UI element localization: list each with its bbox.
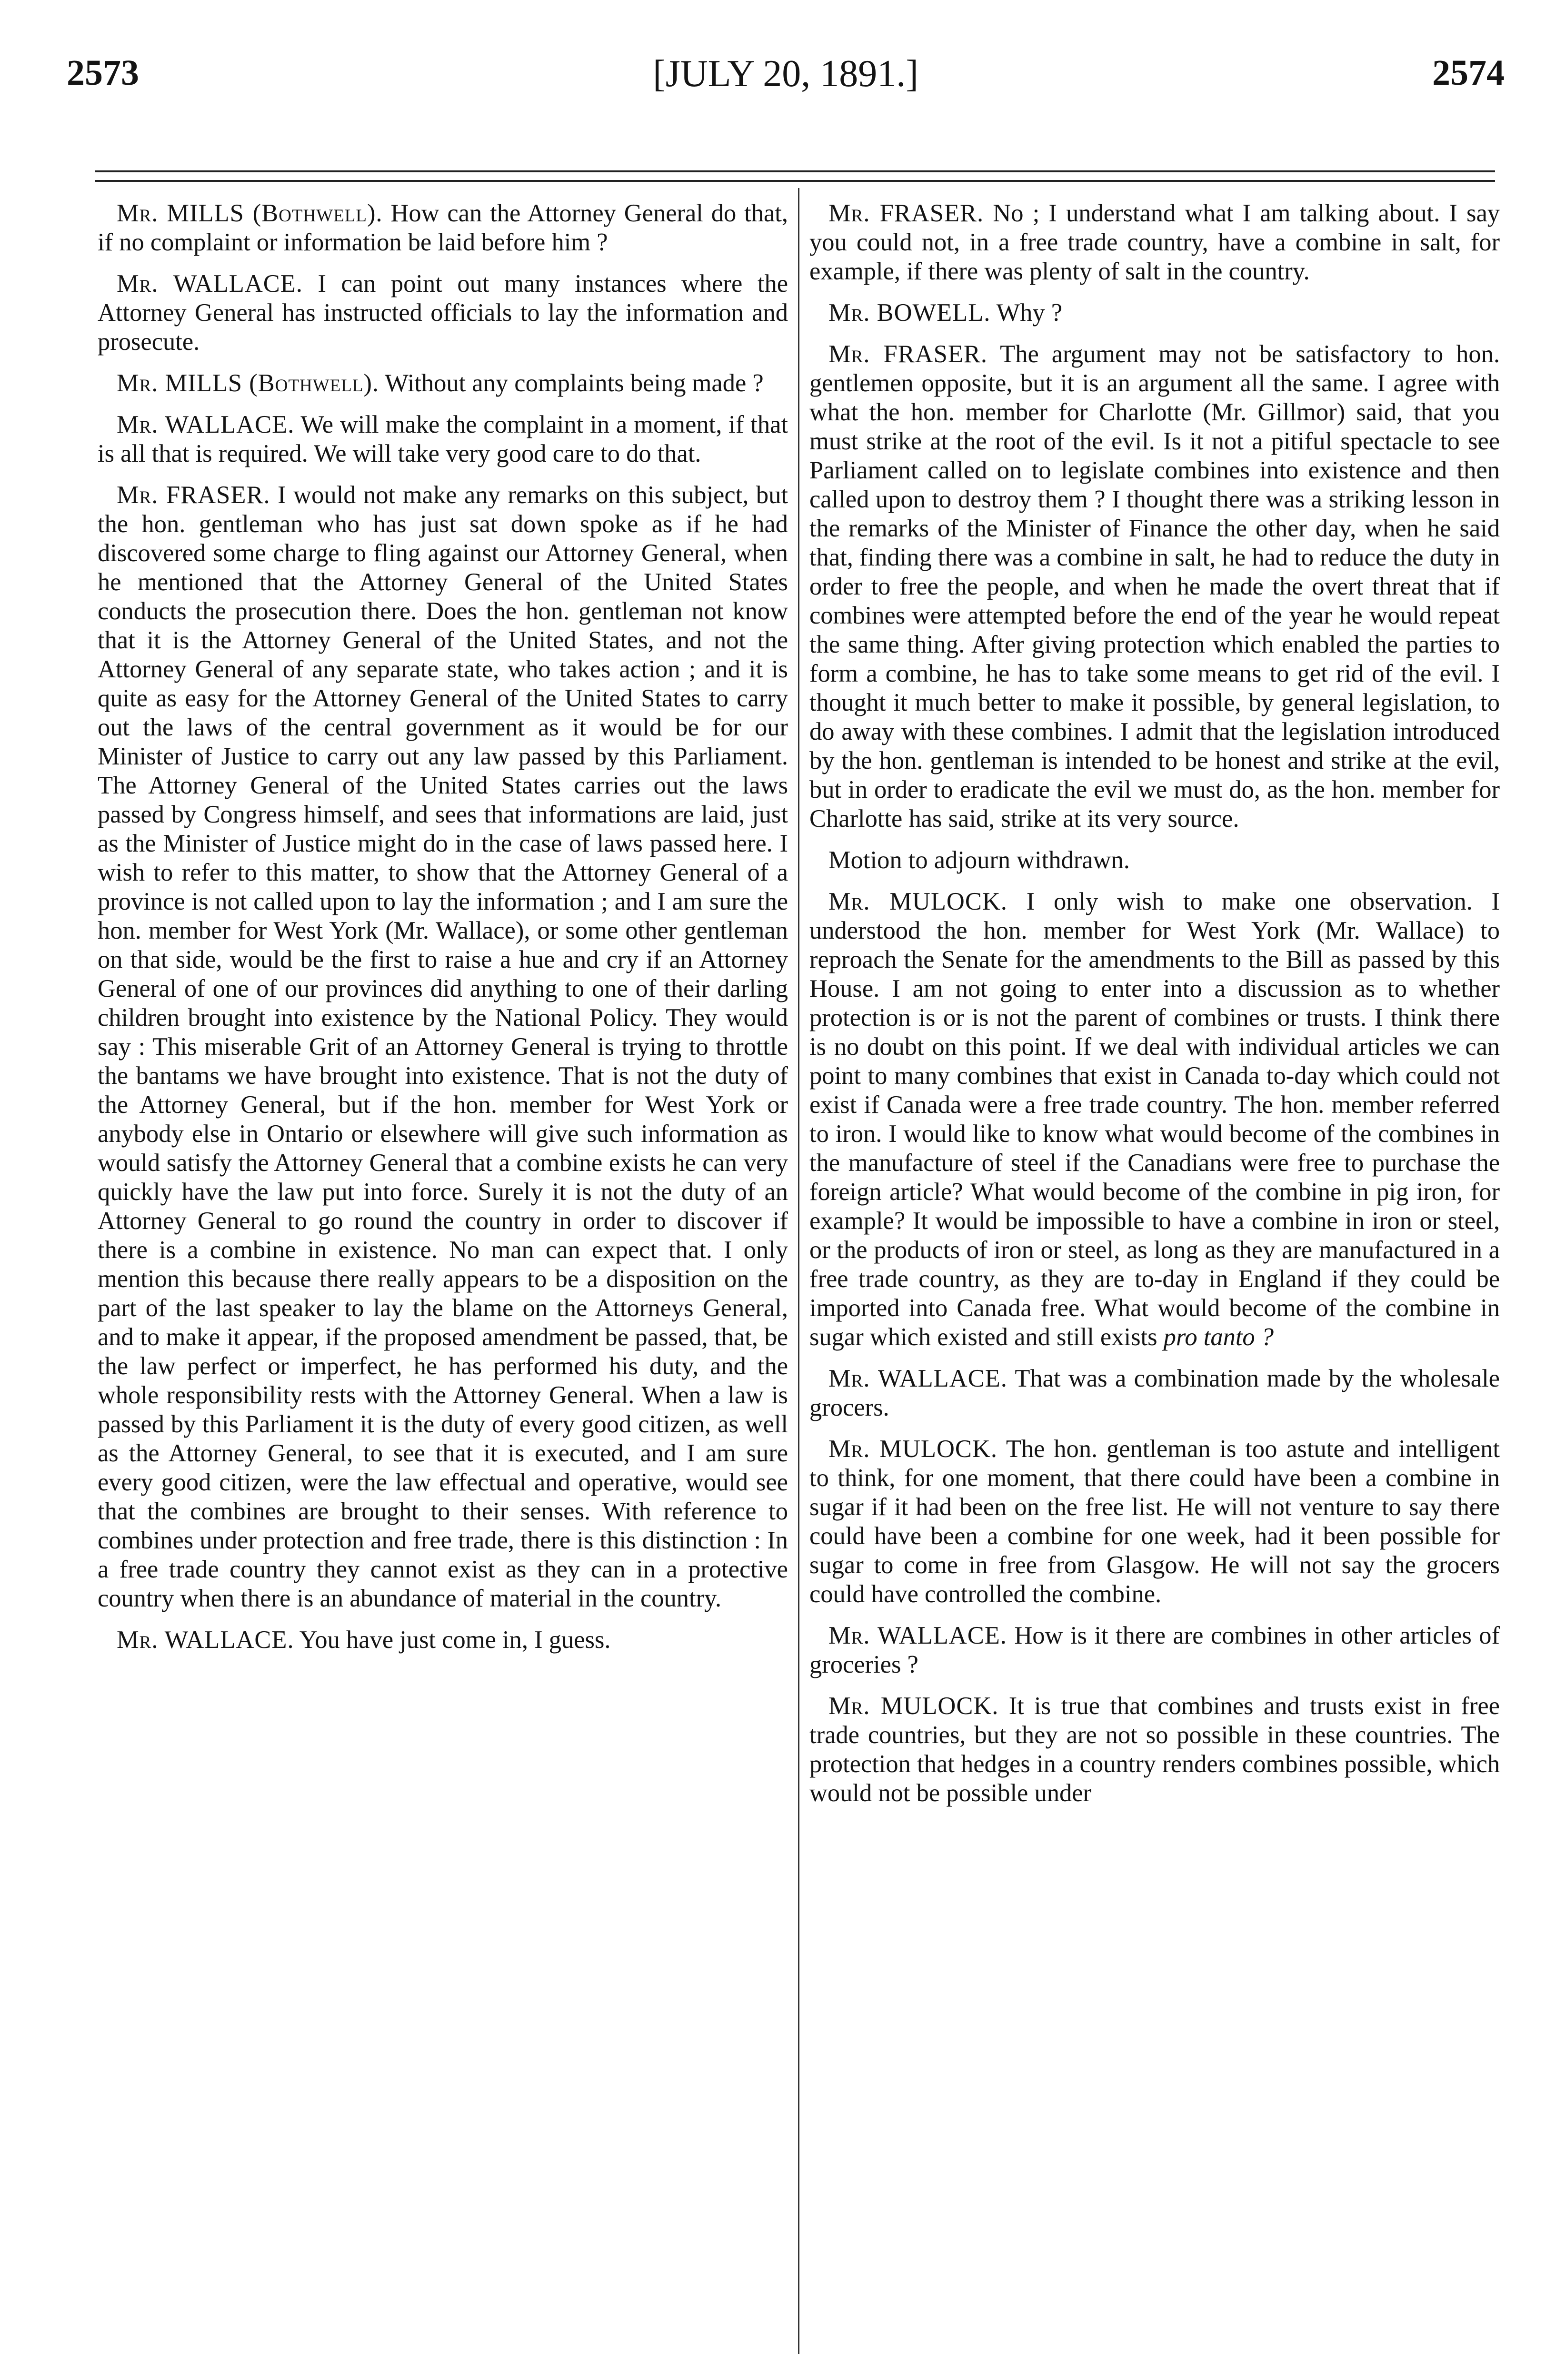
- right-column: [809, 199, 1500, 1820]
- speech-paragraph: [809, 1435, 1500, 1609]
- speaker-name: Mr. MULOCK.: [828, 1692, 999, 1720]
- speaker-name: Mr. FRASER.: [117, 481, 270, 509]
- speech-text: That was a combination made by the wholesale grocers.: [809, 1365, 1500, 1421]
- speech-text: You have just come in, I guess.: [294, 1626, 611, 1654]
- issue-date: [JULY 20, 1891.]: [653, 53, 918, 95]
- speech-paragraph: [98, 481, 788, 1613]
- speech-paragraph: [809, 1621, 1500, 1679]
- speech-text: How is it there are combines in other articles of groceries ?: [809, 1622, 1500, 1678]
- header-rule-top: [95, 170, 1495, 172]
- speech-paragraph: [809, 340, 1500, 833]
- speaker-name: Mr. MILLS (Bothwell).: [117, 369, 379, 397]
- speaker-name: Mr. WALLACE.: [828, 1365, 1007, 1392]
- speech-text: I would not make any remarks on this subject, but the hon. gentleman who has just sat down spoke as if he had discovered some charge to fling against our Attorney General, when he mentioned that the Attorney General of the United States conducts the prosecution there. Does the hon. gentleman not know that it is the Attorney General of the United States, and not the Attorney General of any separate state, who takes action ; and it is quite as easy for the Attorney General of the United States to carry out the laws of the central government as it would be for our Minister of Justice to carry out any law passed by this Parliament. The Attorney General of the United States carries out the laws passed by Congress himself, and sees that informations are laid, just as the Minister of Justice might do in the case of laws passed here. I wish to refer to this matter, to show that the Attorney General of a province is not called upon to lay the information ; and I am sure the hon. member for West York (Mr. Wallace), or some other gentleman on that side, would be the first to raise a hue and cry if an Attorney General of one of our provinces did anything to one of their darling children brought into existence by the National Policy. They would say : This miserable Grit of an Attorney General is trying to throttle the bantams we have brought into existence. That is not the duty of the Attorney General, but if the hon. member for West York or anybody else in Ontario or elsewhere will give such information as would satisfy the Attorney General that a combine exists he can very quickly have the law put into force. Surely it is not the duty of an Attorney General to go round the country in order to discover if there is a combine in existence. No man can expect that. I only mention this because there really appears to be a disposition on the part of the last speaker to lay the blame on the Attorneys General, and to make it appear, if the proposed amendment be passed, that, be the law perfect or imperfect, he has performed his duty, and the whole responsibility rests with the Attorney General. When a law is passed by this Parliament it is the duty of every good citizen, as well as the Attorney General, to see that it is executed, and I am sure every good citizen, were the law effectual and operative, would see that the combines are brought to their senses. With reference to combines under protection and free trade, there is this distinction : In a free trade country they cannot exist as they can in a protective country when there is an abundance of material in the country.: [98, 481, 788, 1612]
- speech-paragraph: [809, 887, 1500, 1352]
- speech-paragraph: [98, 410, 788, 468]
- right-page-number: 2574: [1432, 53, 1505, 93]
- speaker-name: Mr. WALLACE.: [117, 270, 303, 298]
- page-header: [67, 52, 1505, 109]
- speaker-name: Mr. WALLACE.: [828, 1622, 1007, 1649]
- motion-note: [809, 846, 1500, 875]
- speech-paragraph: [98, 269, 788, 357]
- speech-text: Without any complaints being made ?: [379, 369, 764, 397]
- speech-text: We will make the complaint in a moment, if that is all that is required. We will take very good care to do that.: [98, 411, 788, 467]
- left-page-number: 2573: [67, 53, 139, 93]
- left-column: [98, 199, 788, 1667]
- speech-text: Motion to adjourn withdrawn.: [828, 846, 1130, 874]
- speech-text: The hon. gentleman is too astute and intelligent to think, for one moment, that there could have been a combine in sugar if it had been on the free list. He will not venture to say there could have been a combine for one week, had it been possible for sugar to come in free from Glasgow. He will not say the grocers could have controlled the combine.: [809, 1435, 1500, 1608]
- speaker-name: Mr. WALLACE.: [117, 411, 295, 438]
- speech-text: How can the Attorney General do that, if no complaint or information be laid before him ?: [98, 199, 788, 256]
- speech-text: It is true that combines and trusts exist in free trade countries, but they are not so possible in these countries. The protection that hedges in a country renders combines possible, which would not be possible under: [809, 1692, 1500, 1807]
- column-divider: [798, 188, 799, 2354]
- speaker-name: Mr. MULOCK.: [828, 888, 1007, 915]
- speaker-name: Mr. MILLS (Bothwell).: [117, 199, 383, 227]
- speech-paragraph: [809, 199, 1500, 286]
- speech-text: No ; I understand what I am talking about. I say you could not, in a free trade country, have a combine in salt, for example, if there was plenty of salt in the country.: [809, 199, 1500, 285]
- speech-paragraph: [98, 369, 788, 398]
- speaker-name: Mr. BOWELL.: [828, 299, 991, 327]
- speech-paragraph: [809, 298, 1500, 327]
- speech-text: I only wish to make one observation. I understood the hon. member for West York (Mr. Wallace) to reproach the Senate for the amendments to the Bill as passed by this House. I am not going to enter into a discussion as to whether protection is or is not the parent of combines or trusts. I think there is no doubt on this point. If we deal with individual articles we can point to many combines that exist in Canada to-day which could not exist if Canada were a free trade country. The hon. member referred to iron. I would like to know what would become of the combines in the manufacture of steel if the Canadians were free to purchase the foreign article? What would become of the combine in pig iron, for example? It would be impossible to have a combine in iron or steel, or the products of iron or steel, as long as they are manufactured in a free trade country, as they are to-day in England if they could be imported into Canada free. What would become of the combine in sugar which existed and still exists: [809, 888, 1500, 1351]
- speaker-name: Mr. FRASER.: [828, 340, 988, 368]
- speech-paragraph: [809, 1692, 1500, 1808]
- speaker-name: Mr. MULOCK.: [828, 1435, 997, 1463]
- speaker-name: Mr. WALLACE.: [117, 1626, 294, 1654]
- speech-paragraph: [809, 1364, 1500, 1422]
- speech-text: I can point out many instances where the Attorney General has instructed officials to lay the information and prosecute.: [98, 270, 788, 356]
- speech-text: The argument may not be satisfactory to hon. gentlemen opposite, but it is an argument all the same. I agree with what the hon. member for Charlotte (Mr. Gillmor) said, that you must strike at the root of the evil. Is it not a pitiful spectacle to see Parliament called on to legislate combines into existence and then called upon to destroy them ? I thought there was a striking lesson in the remarks of the Minister of Finance the other day, when he said that, finding there was a combine in salt, he had to reduce the duty in order to free the people, and when he made the overt threat that if combines were attempted before the end of the year he would repeat the same thing. After giving protection which enabled the parties to form a combine, he has to take some means to get rid of the evil. I thought it much better to make it possible, by general legislation, to do away with these combines. I admit that the legislation introduced by the hon. gentleman is intended to be honest and strike at the evil, but in order to eradicate the evil we must do, as the hon. member for Charlotte has said, strike at its very source.: [809, 340, 1500, 833]
- speech-text: Why ?: [990, 299, 1063, 327]
- latin-phrase: pro tanto ?: [1163, 1323, 1274, 1351]
- header-rule-bottom: [95, 180, 1495, 182]
- speech-paragraph: [98, 199, 788, 257]
- speech-paragraph: [98, 1626, 788, 1655]
- speaker-name: Mr. FRASER.: [828, 199, 984, 227]
